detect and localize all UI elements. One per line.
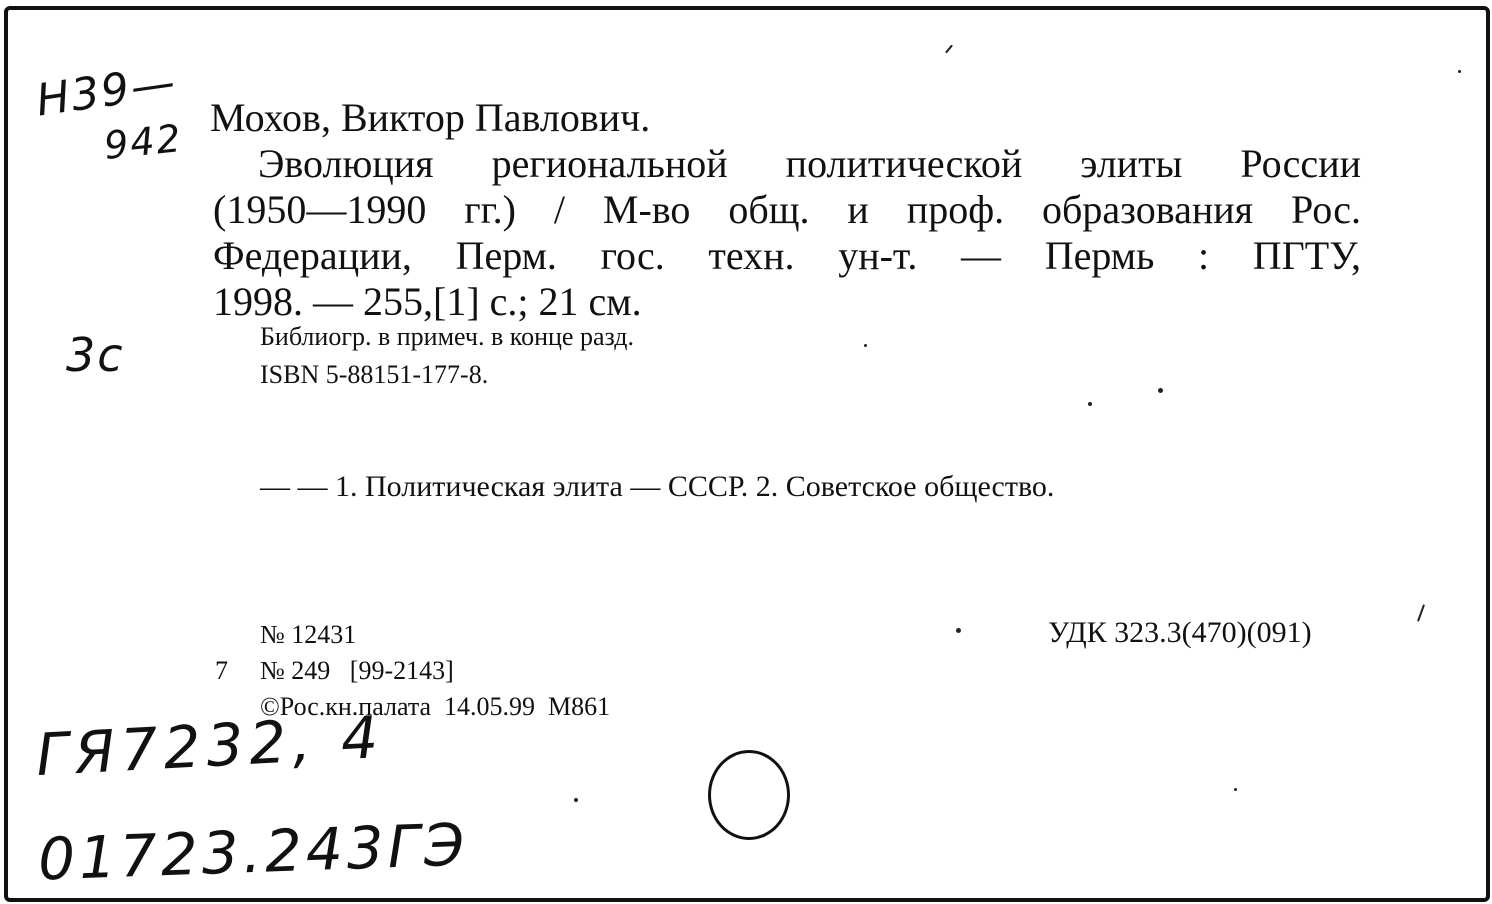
title-line-1: Эволюция региональной политической элиты России	[258, 141, 1361, 186]
handwritten-shelfmark-line2: 942	[101, 116, 185, 168]
card-number: № 12431	[260, 620, 357, 649]
punch-hole	[708, 750, 790, 840]
handwritten-inventory-line1: ГЯ7232, 4	[34, 702, 386, 790]
handwritten-left-mark: 3с	[66, 328, 125, 382]
scan-speck	[1158, 388, 1163, 393]
isbn: ISBN 5-88151-177-8.	[260, 360, 489, 389]
book-chamber-line: ©Рос.кн.палата 14.05.99 М861	[260, 692, 611, 721]
udk-code: УДК 323.3(470)(091)	[1048, 616, 1312, 649]
bibliography-note: Библиогр. в примеч. в конце разд.	[260, 322, 635, 351]
handwritten-shelfmark-line1: Н39—	[33, 56, 180, 127]
scan-speck	[1234, 788, 1237, 791]
subject-headings: — — 1. Политическая элита — СССР. 2. Советское общество.	[260, 470, 1055, 503]
scan-speck	[1417, 604, 1425, 622]
title-line-2: (1950—1990 гг.) / М-во общ. и проф. образования Рос.	[213, 187, 1361, 232]
author-heading: Мохов, Виктор Павлович.	[210, 95, 651, 140]
scan-speck	[956, 628, 961, 633]
title-line-4: 1998. — 255,[1] с.; 21 см.	[213, 279, 642, 324]
scan-speck	[945, 45, 953, 54]
title-line-3: Федерации, Перм. гос. техн. ун-т. — Пермь : ПГТУ,	[213, 233, 1361, 278]
scan-speck	[1458, 70, 1461, 73]
scan-speck	[864, 344, 867, 347]
volume-prefix: 7	[215, 656, 228, 685]
registration-number: № 249 [99-2143]	[260, 656, 454, 685]
scan-speck	[1088, 402, 1092, 406]
catalog-card	[4, 6, 1490, 902]
handwritten-inventory-line2: 01723.243ГЭ	[36, 810, 470, 894]
scan-speck	[574, 798, 578, 802]
